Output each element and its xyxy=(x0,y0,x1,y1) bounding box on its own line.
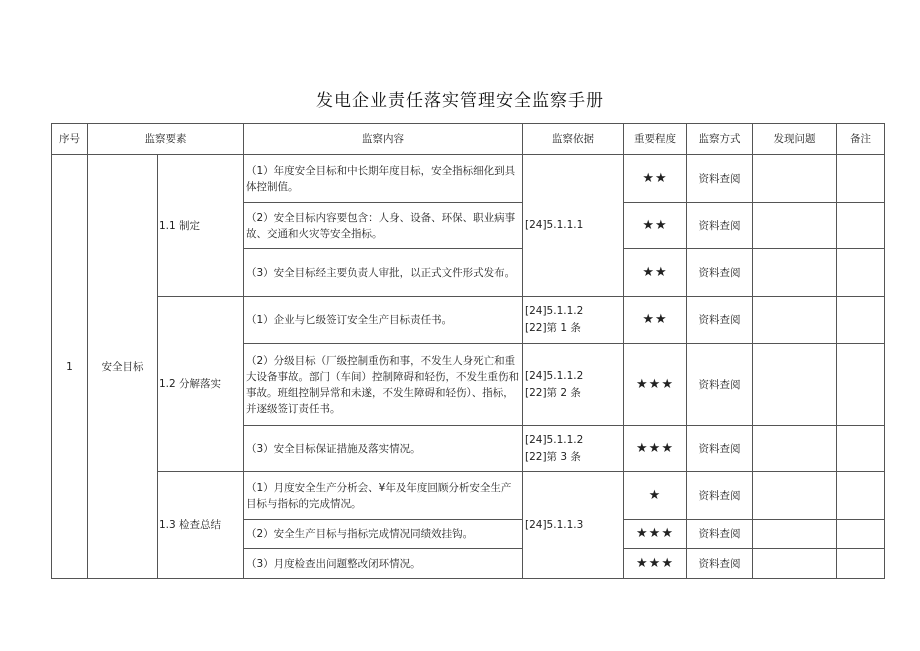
importance-stars: ★★★ xyxy=(624,520,687,549)
issues-cell xyxy=(753,549,837,579)
inspection-method: 资料查阅 xyxy=(687,249,753,297)
inspection-method: 资料查阅 xyxy=(687,203,753,249)
issues-cell xyxy=(753,155,837,203)
inspection-method: 资料查阅 xyxy=(687,297,753,344)
issues-cell xyxy=(753,297,837,344)
issues-cell xyxy=(753,344,837,426)
remarks-cell xyxy=(837,297,885,344)
header-remarks: 备注 xyxy=(837,124,885,155)
importance-stars: ★★★ xyxy=(624,426,687,472)
basis-line: [22]第 1 条 xyxy=(525,322,581,334)
header-row xyxy=(52,124,885,155)
sub-element: 1.3 检查总结 xyxy=(158,472,244,579)
inspection-method: 资料查阅 xyxy=(687,155,753,203)
basis-line: [24]5.1.1.2 xyxy=(525,305,584,317)
header-method: 监察方式 xyxy=(687,124,753,155)
inspection-basis xyxy=(523,426,624,472)
issues-cell xyxy=(753,520,837,549)
inspection-content: （1）月度安全生产分析会、¥年及年度回顾分析安全生产目标与指标的完成情况。 xyxy=(244,472,523,520)
importance-stars: ★★ xyxy=(624,297,687,344)
section-number: 1 xyxy=(52,155,88,579)
issues-cell xyxy=(753,472,837,520)
remarks-cell xyxy=(837,472,885,520)
header-index: 序号 xyxy=(52,124,88,155)
basis-line: [22]第 2 条 xyxy=(525,386,581,399)
page-title: 发电企业责任落实管理安全监察手册 xyxy=(316,91,604,111)
table-row xyxy=(52,297,885,344)
issues-cell xyxy=(753,203,837,249)
section-element: 安全目标 xyxy=(88,155,158,579)
basis-line: [24]5.1.1.2 xyxy=(525,369,584,382)
remarks-cell xyxy=(837,155,885,203)
remarks-cell xyxy=(837,426,885,472)
sub-element: 1.2 分解落实 xyxy=(158,297,244,472)
header-element: 监察要素 xyxy=(88,124,244,155)
inspection-content: （2）安全生产目标与指标完成情况同绩效挂钩。 xyxy=(244,520,523,549)
inspection-basis xyxy=(523,297,624,344)
remarks-cell xyxy=(837,344,885,426)
header-issues: 发现问题 xyxy=(753,124,837,155)
header-content: 监察内容 xyxy=(244,124,523,155)
issues-cell xyxy=(753,249,837,297)
remarks-cell xyxy=(837,203,885,249)
remarks-cell xyxy=(837,249,885,297)
basis-line: [24]5.1.1.2 xyxy=(525,433,584,446)
issues-cell xyxy=(753,426,837,472)
inspection-method: 资料查阅 xyxy=(687,520,753,549)
header-importance: 重要程度 xyxy=(624,124,687,155)
inspection-method: 资料查阅 xyxy=(687,344,753,426)
inspection-content: （1）年度安全目标和中长期年度目标，安全指标细化到具体控制值。 xyxy=(244,155,523,203)
basis-line: [22]第 3 条 xyxy=(525,450,581,463)
inspection-content: （3）安全目标经主要负责人审批，以正式文件形式发布。 xyxy=(244,249,523,297)
table-row xyxy=(52,472,885,520)
inspection-content: （3）月度检查出问题整改闭环情况。 xyxy=(244,549,523,579)
table-row xyxy=(52,155,885,203)
inspection-basis: [24]5.1.1.3 xyxy=(523,472,624,579)
remarks-cell xyxy=(837,520,885,549)
inspection-content: （2）分级目标（厂级控制重伤和事，不发生人身死亡和重大设备事故。部门（车间）控制障碍和轻伤，不发生重伤和事故。班组控制异常和未遂，不发生障碍和轻伤）、指标，并逐级签订责任书。 xyxy=(244,344,523,426)
importance-stars: ★ xyxy=(624,472,687,520)
inspection-content: （3）安全目标保证措施及落实情况。 xyxy=(244,426,523,472)
importance-stars: ★★ xyxy=(624,249,687,297)
inspection-basis xyxy=(523,344,624,426)
inspection-basis: [24]5.1.1.1 xyxy=(523,155,624,297)
inspection-content: （1）企业与匕级签订安全生产目标责任书。 xyxy=(244,297,523,344)
inspection-content: （2）安全目标内容要包含：人身、设备、环保、职业病事故、交通和火灾等安全指标。 xyxy=(244,203,523,249)
inspection-method: 资料查阅 xyxy=(687,426,753,472)
importance-stars: ★★ xyxy=(624,203,687,249)
sub-element: 1.1 制定 xyxy=(158,155,244,297)
supervision-table xyxy=(51,123,885,579)
inspection-method: 资料查阅 xyxy=(687,549,753,579)
importance-stars: ★★★ xyxy=(624,344,687,426)
header-basis: 监察依据 xyxy=(523,124,624,155)
inspection-method: 资料查阅 xyxy=(687,472,753,520)
remarks-cell xyxy=(837,549,885,579)
importance-stars: ★★ xyxy=(624,155,687,203)
importance-stars: ★★★ xyxy=(624,549,687,579)
